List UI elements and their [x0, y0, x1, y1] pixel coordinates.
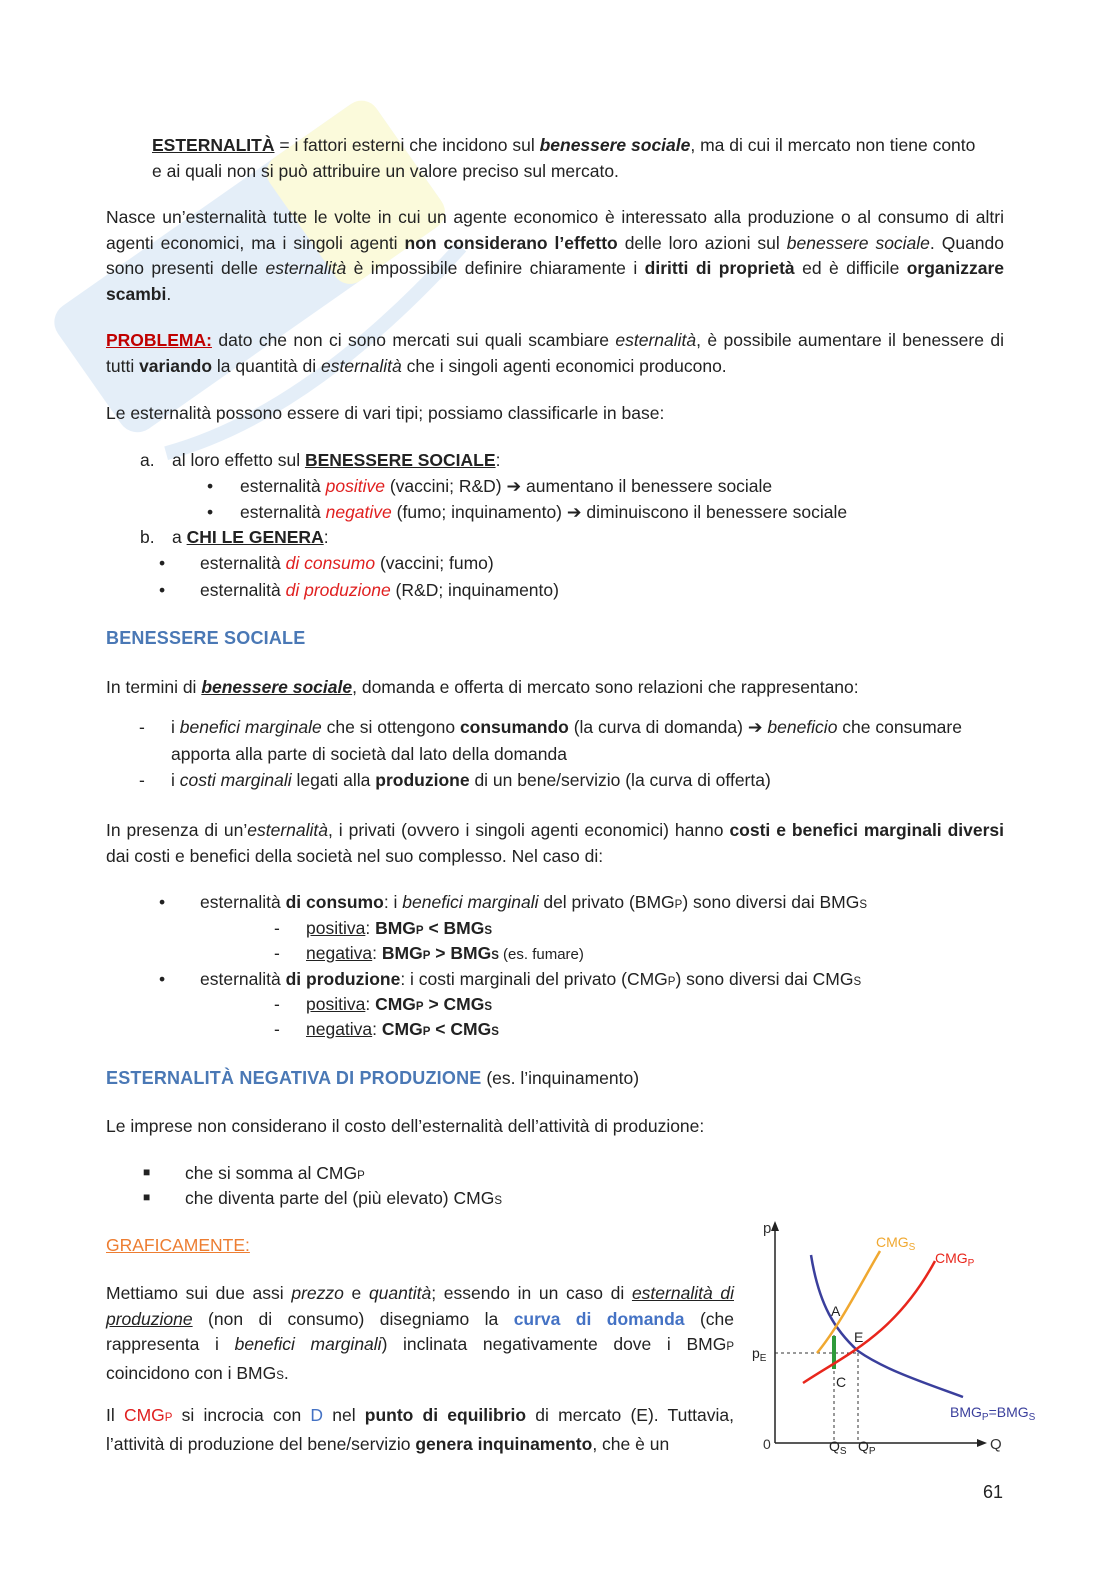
point-e-label: E	[854, 1329, 864, 1345]
pe-label: $p_E$	[752, 1345, 767, 1364]
list-a-heading: al loro effetto sul BENESSERE SOCIALE:	[172, 450, 501, 470]
consumo-positive: positiva: BMGP < BMGS	[306, 918, 493, 938]
definition: ESTERNALITÀ = i fattori esterni che incidono sul benessere sociale, ma di cui il mercato non tiene conto e ai quali non si può attribuire un valore preciso sul mercato.	[152, 135, 976, 181]
list-b-heading: a CHI LE GENERA:	[172, 527, 329, 547]
definition-term: ESTERNALITÀ	[152, 135, 275, 155]
demand-label: $BMG_P=BMG_S$	[950, 1404, 1036, 1423]
bullet-icon: •	[159, 580, 166, 600]
graph-paragraph-1: Mettiamo sui due assi prezzo e quantità; essendo in un caso di esternalità di produzione (non di consumo) disegniamo la curva di domanda (che rappresenta i benefici marginali) inclinata negativamente dove i BMGP coincidono con i BMGS.	[106, 1283, 735, 1383]
list-b-letter: b.	[140, 527, 155, 547]
square-bullet-icon: ■	[143, 1165, 151, 1179]
dash-marker: -	[274, 994, 280, 1014]
presence-paragraph: In presenza di un’esternalità, i privati (ovvero i singoli agenti economici) hanno costi e benefici marginali diversi dai costi e benefici della società nel suo complesso. Nel caso di:	[106, 820, 1004, 866]
dash-marker: -	[274, 1019, 280, 1039]
dash-marker: -	[274, 918, 280, 938]
page-number: 61	[982, 1482, 1003, 1502]
list-item: esternalità di consumo (vaccini; fumo)	[200, 553, 494, 573]
consumo-item: esternalità di consumo: i benefici marginali del privato (BMGP) sono diversi dai BMGS	[200, 892, 867, 912]
terms-line: In termini di benessere sociale, domanda e offerta di mercato sono relazioni che rappresentano:	[106, 677, 859, 697]
dash-item: i benefici marginale che si ottengono consumando (la curva di domanda) ➔ beneficio che consumare apporta alla parte di società dal lato della domanda	[171, 717, 962, 764]
arrow-right-icon: ➔	[506, 476, 522, 496]
bullet-icon: •	[159, 969, 166, 989]
qs-label: $Q_S$	[829, 1438, 847, 1457]
section-heading: BENESSERE SOCIALE	[106, 628, 306, 648]
graphically-label: GRAFICAMENTE:	[106, 1235, 250, 1255]
cmgp-curve	[803, 1261, 935, 1383]
cmgs-label: $CMG_S$	[876, 1234, 916, 1253]
section-heading-2: ESTERNALITÀ NEGATIVA DI PRODUZIONE (es. l’inquinamento)	[106, 1068, 640, 1088]
intro-paragraph: Nasce un’esternalità tutte le volte in cui un agente economico è interessato alla produzione o al consumo di altri agenti economici, ma i singoli agenti non considerano l’effetto delle loro azioni sul benessere sociale. Quando sono presenti delle esternalità è impossibile definire chiaramente i diritti di proprietà ed è difficile organizzare scambi.	[106, 207, 1005, 304]
problem-paragraph: PROBLEMA: dato che non ci sono mercati sui quali scambiare esternalità, è possibile aumentare il benessere di tutti variando la quantità di esternalità che i singoli agenti economici producono.	[106, 330, 1004, 376]
origin-label: 0	[763, 1436, 771, 1452]
bullet-icon: •	[159, 553, 166, 573]
bullet-icon: •	[207, 502, 214, 522]
produzione-negative: negativa: CMGP < CMGS	[306, 1019, 499, 1039]
externality-graph	[745, 1215, 1055, 1465]
point-a-label: A	[831, 1303, 841, 1319]
cmgp-label: $CMG_P$	[935, 1250, 975, 1269]
arrow-right-icon: ➔	[747, 717, 763, 737]
x-axis-label: Q	[990, 1436, 1002, 1453]
produzione-positive: positiva: CMGP > CMGS	[306, 994, 493, 1014]
consumo-negative: negativa: BMGP > BMGS (es. fumare)	[306, 943, 584, 963]
dash-item: i costi marginali legati alla produzione di un bene/servizio (la curva di offerta)	[171, 770, 771, 790]
bullet-icon: •	[159, 892, 166, 912]
list-item: esternalità positive (vaccini; R&D) ➔ aumentano il benessere sociale	[240, 476, 773, 496]
dash-marker: -	[139, 717, 145, 737]
problem-label: PROBLEMA:	[106, 330, 212, 350]
firms-line: Le imprese non considerano il costo dell’esternalità dell’attività di produzione:	[106, 1116, 705, 1136]
point-c-label: C	[836, 1374, 847, 1390]
dash-marker: -	[139, 770, 145, 790]
graph-paragraph-2: Il CMGP si incrocia con D nel punto di equilibrio di mercato (E). Tuttavia, l’attività di produzione del bene/servizio genera inquinamento, che è un	[106, 1405, 735, 1454]
y-axis-arrow-icon	[771, 1221, 779, 1231]
dash-marker: -	[274, 943, 280, 963]
square-bullet-icon: ■	[143, 1190, 151, 1204]
produzione-item: esternalità di produzione: i costi marginali del privato (CMGP) sono diversi dai CMGS	[200, 969, 862, 989]
bullet-icon: •	[207, 476, 214, 496]
list-item: esternalità negative (fumo; inquinamento) ➔ diminuiscono il benessere sociale	[240, 502, 848, 522]
square-item: che si somma al CMGP	[185, 1163, 365, 1183]
list-a-letter: a.	[140, 450, 155, 470]
qp-label: $Q_P$	[858, 1438, 876, 1457]
list-item: esternalità di produzione (R&D; inquinamento)	[200, 580, 559, 600]
y-axis-label: p	[763, 1220, 772, 1237]
arrow-right-icon: ➔	[566, 502, 582, 522]
x-axis-arrow-icon	[977, 1439, 987, 1447]
classify-line: Le esternalità possono essere di vari tipi; possiamo classificarle in base:	[106, 403, 665, 423]
square-item: che diventa parte del (più elevato) CMGS	[185, 1188, 502, 1208]
